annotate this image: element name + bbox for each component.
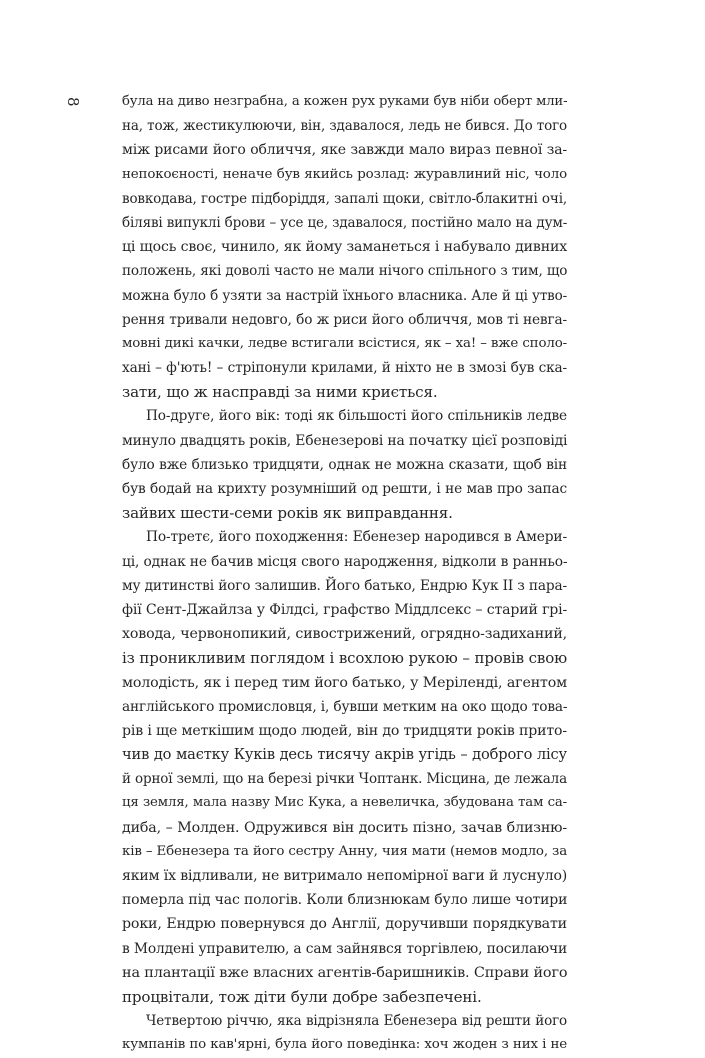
text-line: непокоєності, неначе був якийсь розлад: журавлиний ніс, чоло — [122, 166, 567, 182]
text-line: була на диво незграбна, а кожен рух руками був ніби оберт мли- — [122, 94, 568, 109]
text-line: хані – ф'ють! – стріпонули крилами, й ніхто не в змозі був ска- — [122, 360, 567, 377]
text-line: положень, які доволі часто не мали нічого спільного з тим, що — [122, 263, 568, 280]
text-line: померла під час пологів. Коли близнюкам було лише чотири — [122, 892, 568, 909]
text-line: й орної землі, що на березі річки Чоптанк. Місцина, де лежала — [122, 771, 567, 788]
text-line: був бодай на крихту розумніший од решти, і не мав про запас — [122, 481, 567, 497]
text-line: біляві випуклі брови – усе це, здавалося, постійно мало на дум- — [122, 214, 568, 231]
text-line: чив до маєтку Куків десь тисячу акрів угідь – доброго лісу — [122, 746, 567, 764]
text-line: із проникливим поглядом і всохлою рукою – провів свою — [122, 649, 567, 668]
text-line: в Молдені управителю, а сам зайнявся торгівлею, посилаючи — [122, 940, 567, 957]
text-line: фії Сент-Джайлза у Філдсі, графство Міддлсекс – старий грі- — [122, 601, 568, 618]
text-line: По-друге, його вік: тоді як більшості його спільників ледве — [146, 408, 567, 425]
text-line: мовні дикі качки, ледве встигали всістися, як – ха! – вже споло- — [122, 335, 567, 351]
text-line: на плантації вже власних агентів-баришників. Справи його — [122, 964, 568, 981]
text-line: між рисами його обличчя, яке завжди мало вираз певної за- — [122, 142, 567, 159]
text-line: ця земля, мала назву Мис Кука, а невеличка, збудована там са- — [122, 795, 567, 811]
text-line: му дитинстві його залишив. Його батько, Ендрю Кук II з пара- — [122, 577, 567, 594]
page-number: 8 — [64, 97, 82, 107]
text-line: яким їх відливали, не витримало непомірної ваги й луснуло) — [122, 868, 568, 884]
text-line: роки, Ендрю повернувся до Англії, доручивши порядкувати — [122, 916, 567, 933]
text-line: минуло двадцять років, Ебенезерові на початку цієї розповіді — [122, 432, 568, 449]
text-line: було вже близько тридцяти, однак не можна сказати, щоб він — [122, 456, 567, 473]
text-line: ків – Ебенезера та його сестру Анну, чия мати (немов модло, за — [122, 843, 568, 859]
text-line: диба, – Молден. Одружився він досить пізно, зачав близню- — [122, 819, 567, 836]
text-line: ці, однак не бачив місця свого народження, відколи в ранньо- — [122, 553, 568, 570]
text-line: рення тривали недовго, бо ж риси його обличчя, мов ті невга- — [122, 311, 567, 328]
text-line: Четвертою річчю, яка відрізняла Ебенезера від решти його — [146, 1013, 567, 1030]
text-line: рів і ще меткішим щодо людей, він до тридцяти років прито- — [122, 722, 567, 739]
text-line: ці щось своє, чинило, як йому заманеться і набувало дивних — [122, 239, 567, 256]
text-line: процвітали, тож діти були добре забезпечені. — [122, 987, 482, 1006]
text-line: англійського промисловця, і, бувши метким на око щодо това- — [122, 698, 568, 715]
text-line: зайвих шести-семи років як виправдання. — [122, 504, 453, 523]
text-line: вовкодава, гостре підборіддя, запалі щоки, світло-блакитні очі, — [122, 190, 567, 207]
text-line: зати, що ж насправді за ними криється. — [122, 383, 438, 402]
text-line: кумпанів по кав'ярні, була його поведінка: хоч жоден з них і не — [122, 1037, 567, 1053]
text-line: молодість, як і перед тим його батько, у Меріленді, агентом — [122, 674, 567, 691]
text-line: можна було б узяти за настрій їхнього власника. Але й ці утво- — [122, 287, 567, 304]
text-line: По-третє, його походження: Ебенезер народився в Амери- — [146, 529, 567, 546]
text-line: на, тож, жестикулюючи, він, здавалося, ледь не бився. До того — [122, 118, 567, 135]
text-line: ховода, червонопикий, сивострижений, огрядно-задиханий, — [122, 626, 567, 643]
body-text — [122, 90, 567, 1058]
